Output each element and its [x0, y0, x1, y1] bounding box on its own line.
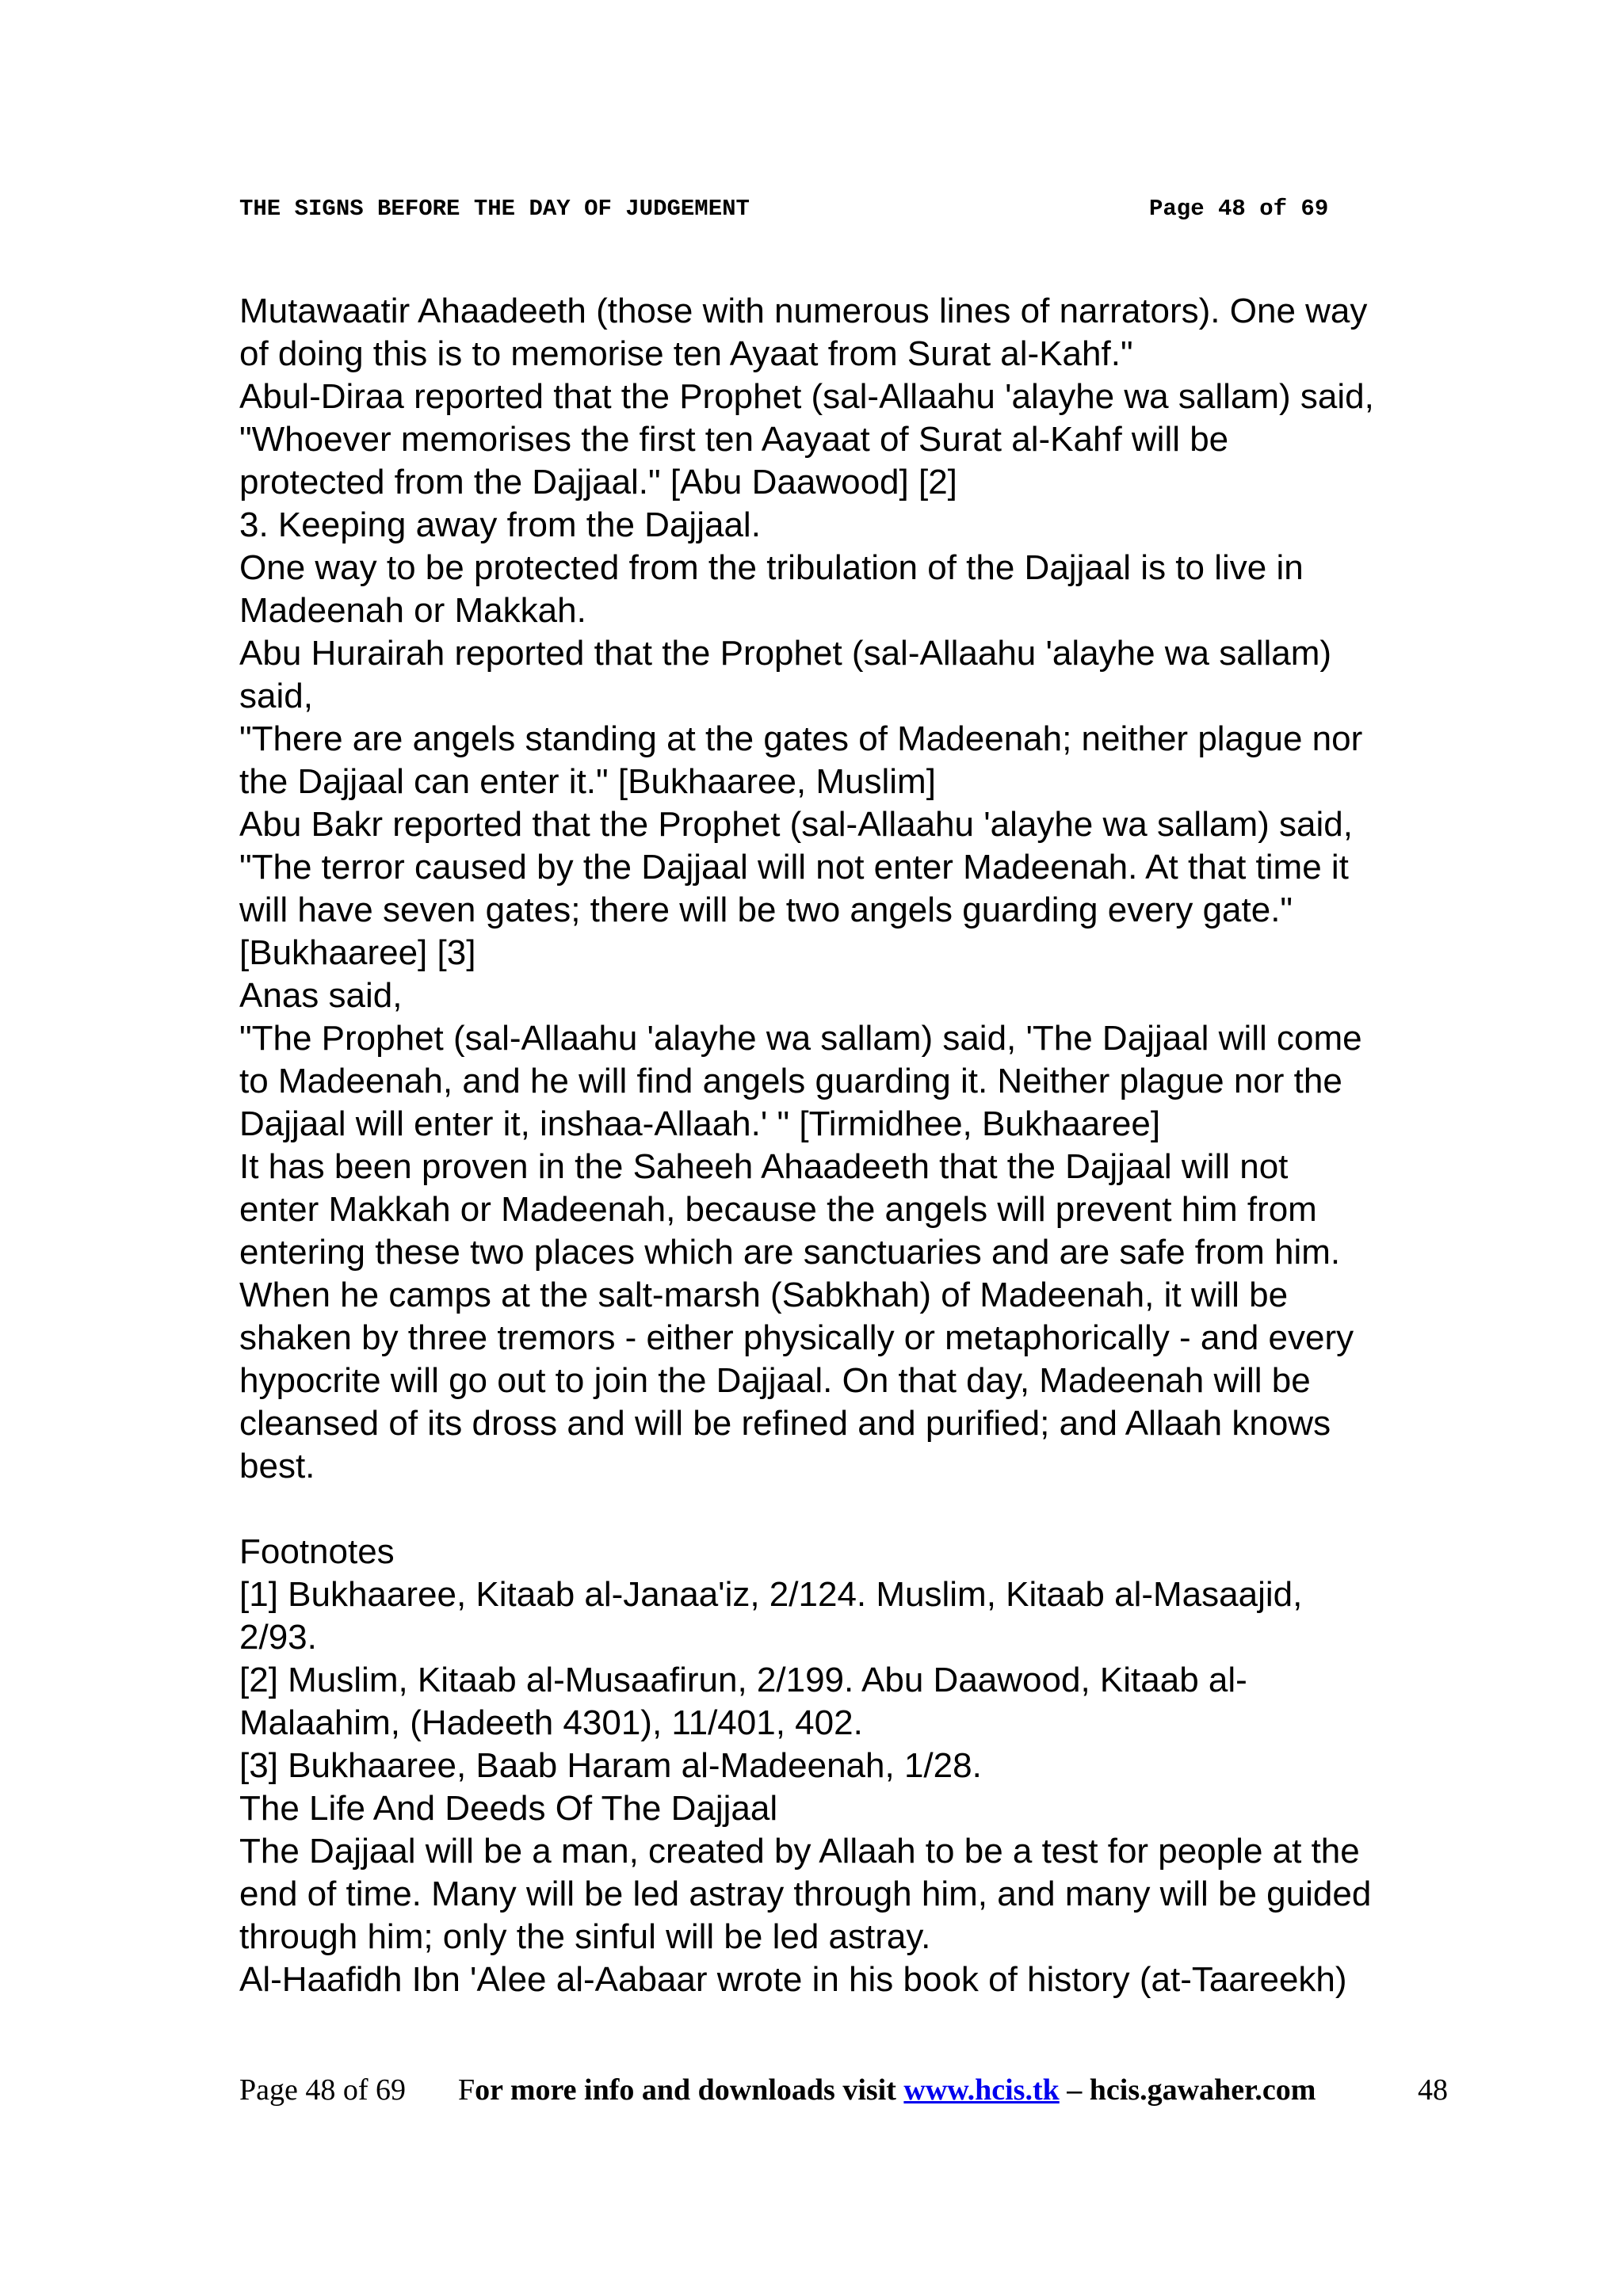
text-line: end of time. Many will be led astray through him, and many will be guided [239, 1875, 1372, 1913]
running-header [239, 193, 1365, 225]
text-line: to Madeenah, and he will find angels guarding it. Neither plague nor the [239, 1062, 1342, 1100]
blank-line [239, 1488, 1476, 1531]
text-line: "Whoever memorises the first ten Aayaat of Surat al-Kahf will be [239, 420, 1229, 459]
text-line: through him; only the sinful will be led astray. [239, 1917, 931, 1956]
footer-info-tail: – hcis.gawaher.com [1059, 2073, 1316, 2107]
footnote-line: [3] Bukhaaree, Baab Haram al-Madeenah, 1/28. [239, 1746, 982, 1785]
text-line: "There are angels standing at the gates of Madeenah; neither plague nor [239, 719, 1363, 758]
footer-page-number: 48 [1418, 2073, 1448, 2107]
text-line: will have seven gates; there will be two angels guarding every gate." [239, 891, 1293, 929]
text-line: entering these two places which are sanctuaries and are safe from him. [239, 1233, 1341, 1272]
text-line: When he camps at the salt-marsh (Sabkhah) of Madeenah, it will be [239, 1276, 1289, 1314]
text-line: Abul-Diraa reported that the Prophet (sal-Allaahu 'alayhe wa sallam) said, [239, 377, 1374, 416]
text-line: Mutawaatir Ahaadeeth (those with numerous lines of narrators). One way [239, 292, 1368, 330]
website-link[interactable]: www.hcis.tk [903, 2073, 1060, 2107]
text-line: cleansed of its dross and will be refined and purified; and Allaah knows [239, 1404, 1331, 1443]
text-line: It has been proven in the Saheeh Ahaadeeth that the Dajjaal will not [239, 1147, 1289, 1186]
footnotes [239, 1531, 1476, 1787]
text-line: hypocrite will go out to join the Dajjaal. On that day, Madeenah will be [239, 1361, 1311, 1400]
footer-info [458, 2069, 1316, 2111]
footnote-line: [1] Bukhaaree, Kitaab al-Janaa'iz, 2/124. Muslim, Kitaab al-Masaajid, [239, 1575, 1303, 1614]
header-page-indicator: Page 48 of 69 [1149, 196, 1329, 222]
text-line: "The Prophet (sal-Allaahu 'alayhe wa sallam) said, 'The Dajjaal will come [239, 1019, 1362, 1058]
footnote-line: Malaahim, (Hadeeth 4301), 11/401, 402. [239, 1703, 863, 1742]
text-line: Abu Bakr reported that the Prophet (sal-Allaahu 'alayhe wa sallam) said, [239, 805, 1353, 844]
text-line: Anas said, [239, 976, 403, 1015]
text-line: said, [239, 677, 313, 715]
footnotes-heading: Footnotes [239, 1532, 395, 1571]
section-title: The Life And Deeds Of The Dajjaal [239, 1789, 778, 1828]
text-line: best. [239, 1447, 315, 1486]
main-text [239, 290, 1476, 1488]
footer-info-initial: F [458, 2073, 475, 2107]
footnote-line: [2] Muslim, Kitaab al-Musaafirun, 2/199. Abu Daawood, Kitaab al- [239, 1661, 1247, 1699]
text-line: enter Makkah or Madeenah, because the angels will prevent him from [239, 1190, 1317, 1229]
text-line: shaken by three tremors - either physically or metaphorically - and every [239, 1318, 1354, 1357]
text-line: One way to be protected from the tribulation of the Dajjaal is to live in [239, 548, 1304, 587]
text-line: the Dajjaal can enter it." [Bukhaaree, Muslim] [239, 762, 936, 801]
text-line: "The terror caused by the Dajjaal will not enter Madeenah. At that time it [239, 848, 1349, 887]
page-footer [239, 2069, 1460, 2111]
text-line: Madeenah or Makkah. [239, 591, 586, 630]
text-line: The Dajjaal will be a man, created by Allaah to be a test for people at the [239, 1832, 1360, 1871]
section [239, 1787, 1476, 2001]
text-line: [Bukhaaree] [3] [239, 933, 476, 972]
footer-info-text: or more info and downloads visit [475, 2073, 904, 2107]
header-title: THE SIGNS BEFORE THE DAY OF JUDGEMENT [239, 196, 750, 222]
footnote-line: 2/93. [239, 1618, 317, 1657]
document-body [239, 290, 1476, 2001]
footer-page-label: Page 48 of 69 [239, 2073, 407, 2107]
text-line: Al-Haafidh Ibn 'Alee al-Aabaar wrote in his book of history (at-Taareekh) [239, 1960, 1347, 1999]
text-line: Dajjaal will enter it, inshaa-Allaah.' " [Tirmidhee, Bukhaaree] [239, 1104, 1161, 1143]
text-line: 3. Keeping away from the Dajjaal. [239, 505, 761, 544]
text-line: Abu Hurairah reported that the Prophet (sal-Allaahu 'alayhe wa sallam) [239, 634, 1332, 673]
text-line: protected from the Dajjaal." [Abu Daawood] [2] [239, 463, 957, 502]
text-line: of doing this is to memorise ten Ayaat from Surat al-Kahf." [239, 334, 1133, 373]
